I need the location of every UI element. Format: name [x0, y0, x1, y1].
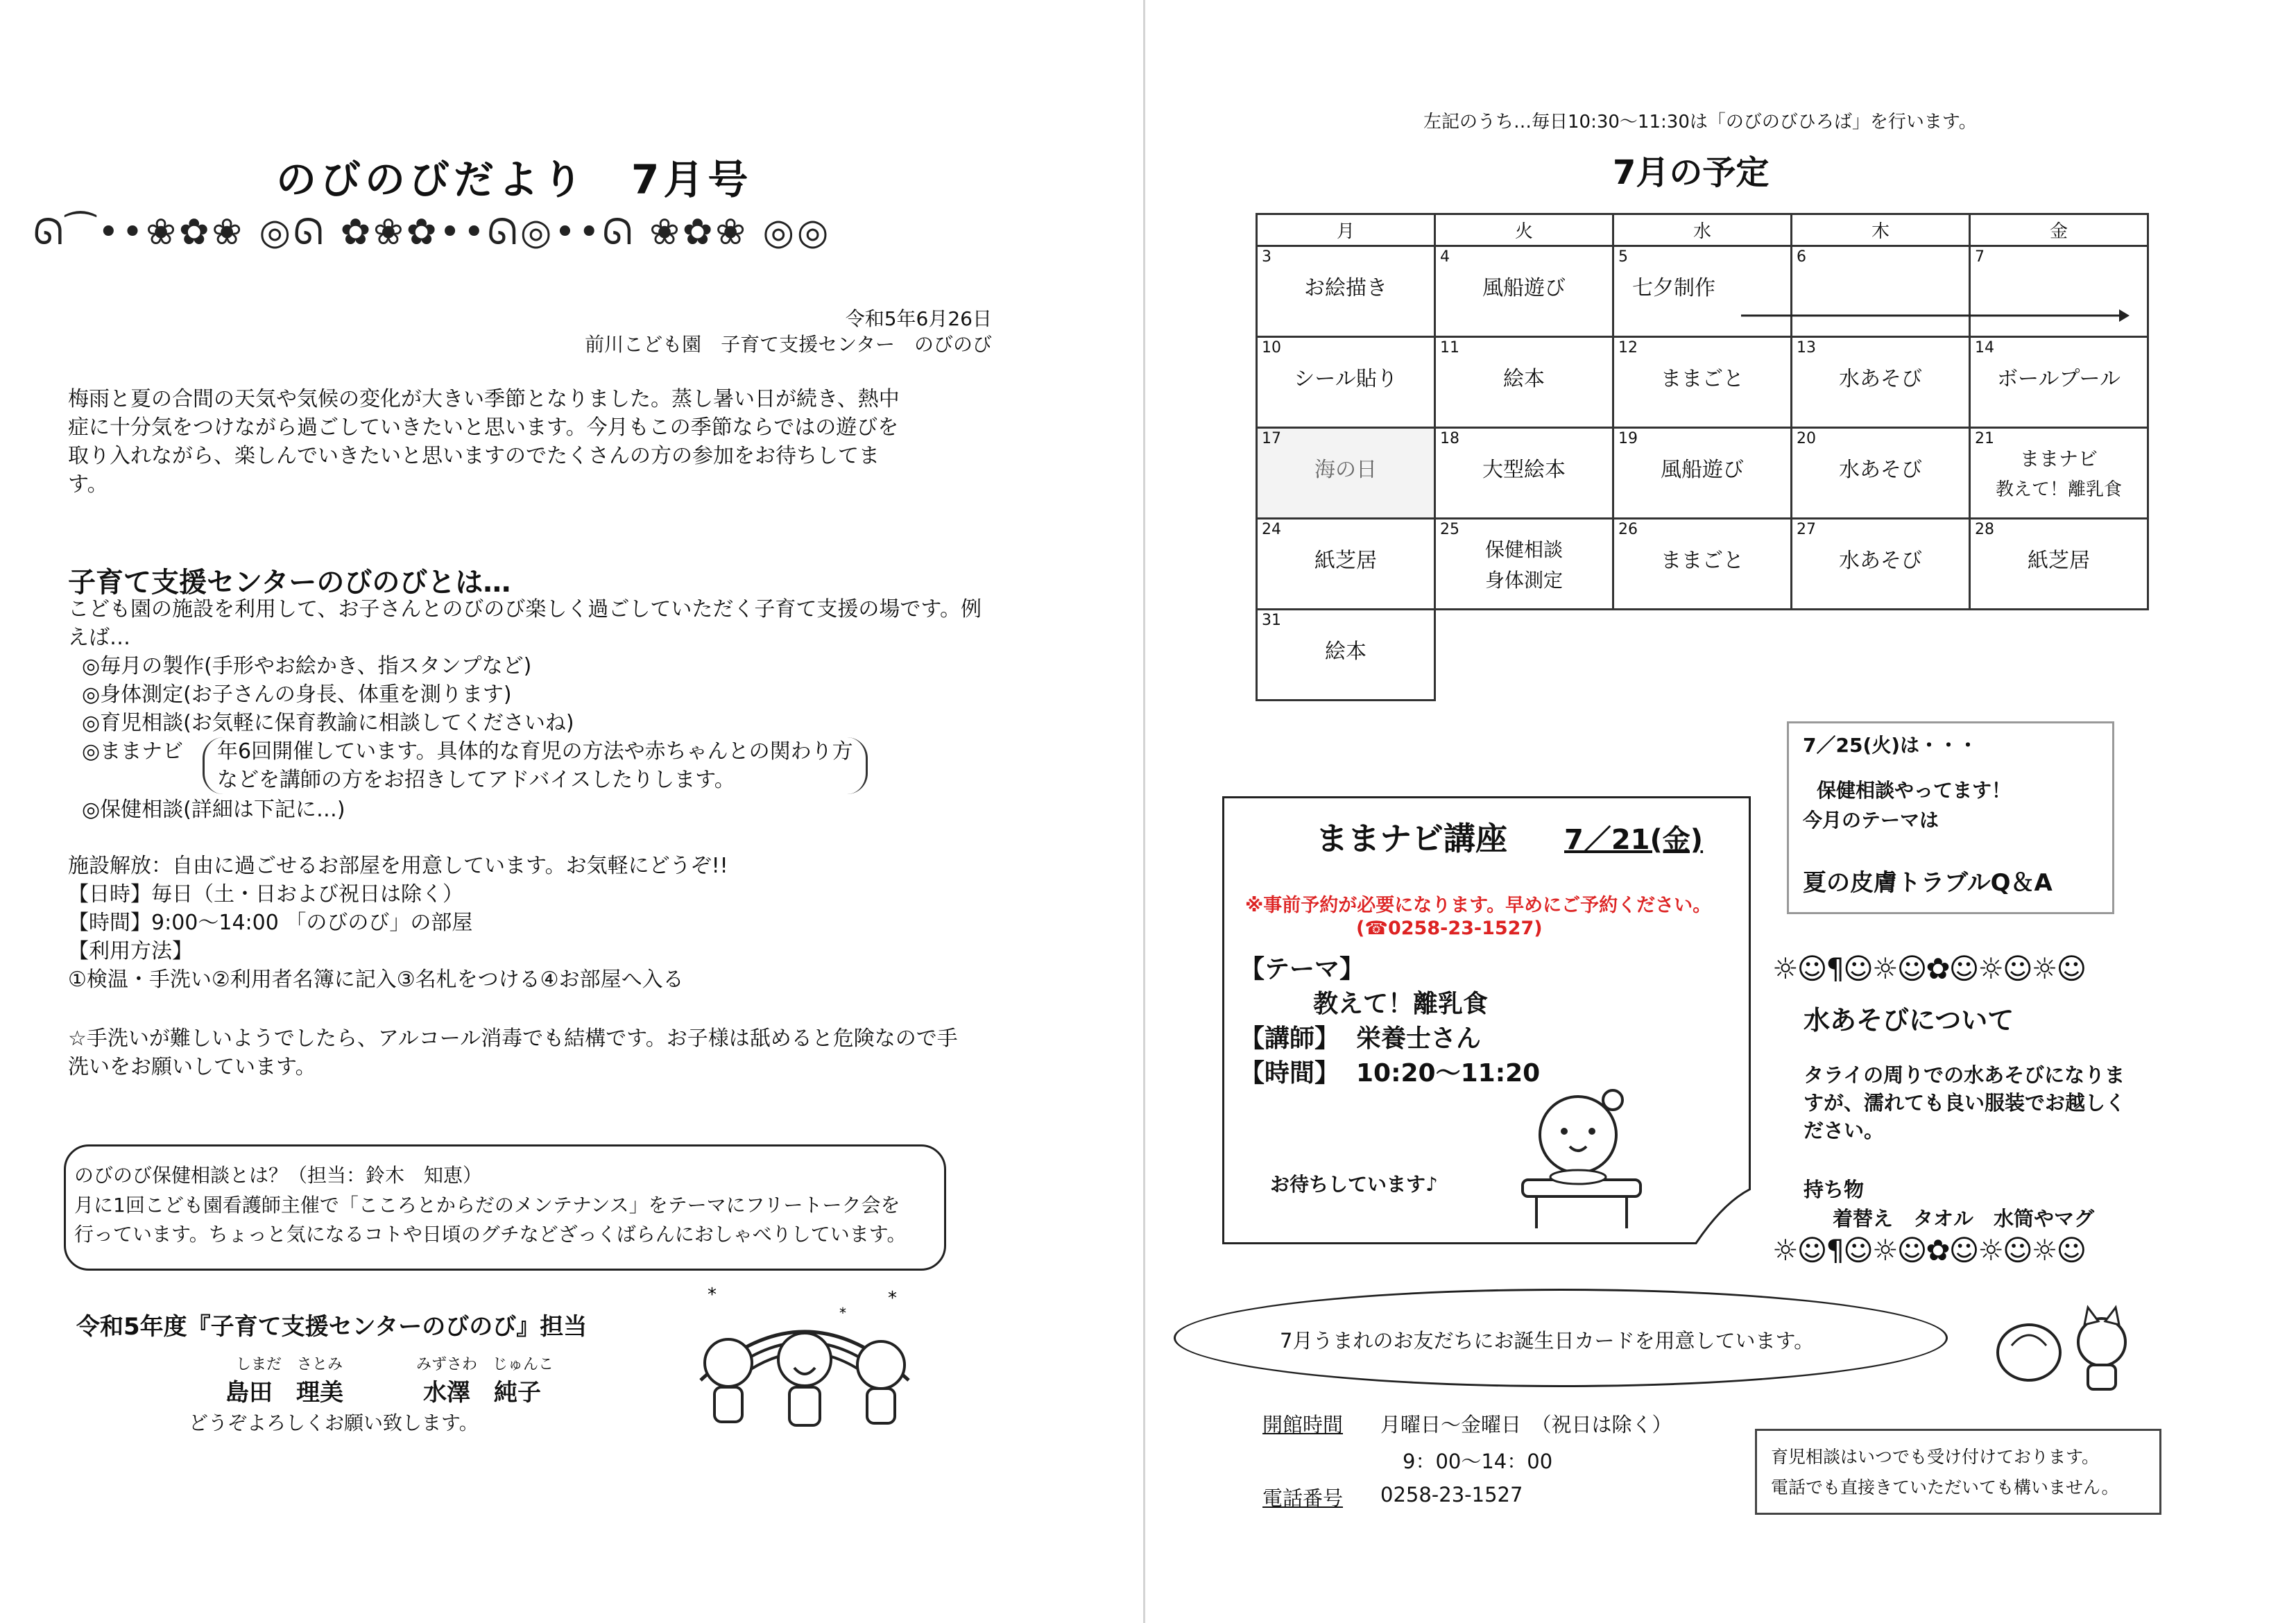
- snail-leaf-border: ᘏ⁀••❀✿❀ ◎ᘏ ✿❀✿••ᘏ◎••ᘏ ❀✿❀ ◎◎: [33, 212, 832, 253]
- reservation-phone: (☎0258-23-1527): [1356, 918, 1543, 939]
- daily-plaza-note: 左記のうち…毎日10:30～11:30は「のびのびひろば」を行います。: [1423, 112, 1977, 132]
- open-hours-label: 開館時間: [1262, 1413, 1344, 1436]
- intro-paragraph: 梅雨と夏の合間の天気や気候の変化が大きい季節となりました。蒸し暑い日が続き、熱中 症に十分気をつけながら過ごしていきたいと思います。今月もこの季節ならではの遊びを 取り入れながら、楽しんでいきたいと思いますのでたくさんの方の参加をお待ちしてま す。: [68, 387, 900, 497]
- staff2-name: 水澤 純子: [423, 1379, 541, 1407]
- facility-info: 施設解放：自由に過ごせるお部屋を用意しています。お気軽にどうぞ!! 【日時】毎日（土・日および祝日は除く） 【時間】9:00～14:00 「のびのび」の部屋 【利用方法】 ①検温・手洗い②利用者名簿に記入③名札をつける④お部屋へ入る: [68, 854, 728, 992]
- birthday-banner: 7月うまれのお友だちにお誕生日カードを用意しています。: [1174, 1289, 1948, 1387]
- phone-label: 電話番号: [1262, 1486, 1344, 1510]
- calendar-day: 6: [1792, 246, 1970, 337]
- open-time: 9：00～14：00: [1403, 1450, 1553, 1473]
- svg-text:*: *: [888, 1288, 897, 1309]
- calendar-day: 24 紙芝居: [1257, 519, 1435, 610]
- hand-wash-note: ☆手洗いが難しいようでしたら、アルコール消毒でも結構です。お子様は舐めると危険なので手 洗いをお願いしています。: [68, 1027, 958, 1079]
- calendar-day: 13 水あそび: [1792, 337, 1970, 428]
- organization: 前川こども園 子育て支援センター のびのび: [585, 333, 992, 356]
- mamanavi-description: 年6回開催しています。具体的な育児の方法や赤ちゃんとの関わり方 などを講師の方をお招きしてアドバイスしたりします。: [203, 737, 868, 794]
- calendar-day: 18 大型絵本: [1435, 428, 1613, 519]
- consultation-notice: 育児相談はいつでも受け付けております。 電話でも直接きていただいても構いません。: [1755, 1429, 2161, 1515]
- health-notice-box: 7／25(火)は・・・ 保健相談やってます！ 今月のテーマは 夏の皮膚トラブルQ＆A: [1787, 721, 2114, 914]
- calendar-day: 11 絵本: [1435, 337, 1613, 428]
- weekday-header: 水: [1613, 214, 1792, 246]
- about-text: こども園の施設を利用して、お子さんとのびのび楽しく過ごしていただく子育て支援の場です。例 えば…: [68, 597, 982, 650]
- newsletter-title: のびのびだより 7月号: [276, 156, 753, 203]
- mamanavi-course-box: ままナビ講座 7／21(金) ※事前予約が必要になります。早めにご予約ください。 (☎0258-23-1527) 【テーマ】 教えて！離乳食 【講師】 栄養士さん 【時間】 10:20～11:20 お待ちしています♪: [1222, 796, 1751, 1244]
- example-item: ◎毎月の製作(手形やお絵かき、指スタンプなど): [82, 654, 532, 678]
- example-list: [82, 652, 574, 737]
- page-fold: [1143, 0, 1145, 1623]
- svg-text:*: *: [839, 1305, 846, 1321]
- calendar-day: 21 ままナビ 教えて！離乳食: [1970, 428, 2148, 519]
- calendar-day: 10 シール貼り: [1257, 337, 1435, 428]
- health-consult-box: のびのび保健相談とは？（担当：鈴木 知恵） 月に1回こども園看護師主催で「こころとからだのメンテナンス」をテーマにフリートーク会を 行っています。ちょっと気になるコトや日頃のグチなどざっくばらんにおしゃべりしています。: [64, 1144, 946, 1271]
- weekday-header: 月: [1257, 214, 1435, 246]
- calendar-day: 28 紙芝居: [1970, 519, 2148, 610]
- baby-eating-illustration: [1509, 1083, 1668, 1235]
- calendar-day: 12 ままごと: [1613, 337, 1792, 428]
- example-item: ◎育児相談(お気軽に保育教諭に相談してくださいね): [82, 711, 574, 735]
- bring-items: 着替え タオル 水筒やマグ: [1833, 1207, 2095, 1230]
- weekday-header: 金: [1970, 214, 2148, 246]
- greeting: どうぞよろしくお願い致します。: [189, 1411, 479, 1434]
- water-heading: 水あそびについて: [1804, 1005, 2014, 1036]
- staff2-kana: みずさわ じゅんこ: [416, 1356, 554, 1373]
- mamanavi-title: ままナビ講座: [1316, 820, 1507, 857]
- calendar-day: 31 絵本: [1257, 610, 1435, 701]
- svg-text:*: *: [708, 1285, 717, 1305]
- calendar-day: 26 ままごと: [1613, 519, 1792, 610]
- children-rainbow-illustration: [687, 1276, 923, 1443]
- calendar-day: 19 風船遊び: [1613, 428, 1792, 519]
- mamanavi-time: 10:20～11:20: [1356, 1059, 1541, 1088]
- staff1-kana: しまだ さとみ: [236, 1356, 343, 1373]
- cake-and-cat-illustration: [1991, 1304, 2143, 1394]
- water-border-bottom: ☼☺¶☺☼☺✿☺☼☺☼☺: [1772, 1233, 2086, 1267]
- about-heading: 子育て支援センターのびのびとは…: [68, 567, 511, 599]
- water-border-top: ☼☺¶☺☼☺✿☺☼☺☼☺: [1772, 952, 2086, 986]
- weekday-header: 火: [1435, 214, 1613, 246]
- calendar-day: 7: [1970, 246, 2148, 337]
- july-calendar: [1256, 213, 2149, 701]
- calendar-day: 20 水あそび: [1792, 428, 1970, 519]
- water-description: タライの周りでの水あそびになりま すが、濡れても良い服装でお越しく ださい。: [1804, 1063, 2126, 1142]
- calendar-day: 3 お絵描き: [1257, 246, 1435, 337]
- calendar-day: 27 水あそび: [1792, 519, 1970, 610]
- bring-label: 持ち物: [1804, 1178, 1865, 1201]
- calendar-day: 25 保健相談 身体測定: [1435, 519, 1613, 610]
- open-days: 月曜日～金曜日 （祝日は除く）: [1380, 1413, 1672, 1436]
- calendar-day: 17 海の日: [1257, 428, 1435, 519]
- calendar-day: 4 風船遊び: [1435, 246, 1613, 337]
- reservation-notice: ※事前予約が必要になります。早めにご予約ください。: [1245, 895, 1712, 916]
- page-curl-corner: [1695, 1189, 1751, 1244]
- staff1-name: 島田 理美: [225, 1379, 343, 1407]
- health-item: ◎保健相談(詳細は下記に…): [82, 798, 345, 822]
- example-item: ◎身体測定(お子さんの身長、体重を測ります): [82, 682, 512, 707]
- issue-date: 令和5年6月26日: [845, 307, 992, 330]
- mamanavi-lecturer: 栄養士さん: [1356, 1024, 1482, 1053]
- mamanavi-date: 7／21(金): [1564, 824, 1704, 856]
- tanabata-continuation-arrow: [1741, 305, 2130, 326]
- calendar-day: 14 ボールプール: [1970, 337, 2148, 428]
- waiting-message: お待ちしています♪: [1270, 1173, 1438, 1196]
- mamanavi-label: ◎ままナビ: [82, 739, 184, 764]
- calendar-day: 5 七夕制作: [1613, 246, 1792, 337]
- phone-number: 0258-23-1527: [1380, 1483, 1523, 1506]
- weekday-header: 木: [1792, 214, 1970, 246]
- schedule-title: 7月の予定: [1613, 153, 1770, 192]
- staff-heading: 令和5年度『子育て支援センターのびのび』担当: [76, 1313, 588, 1341]
- mamanavi-theme: 教えて！離乳食: [1313, 990, 1489, 1018]
